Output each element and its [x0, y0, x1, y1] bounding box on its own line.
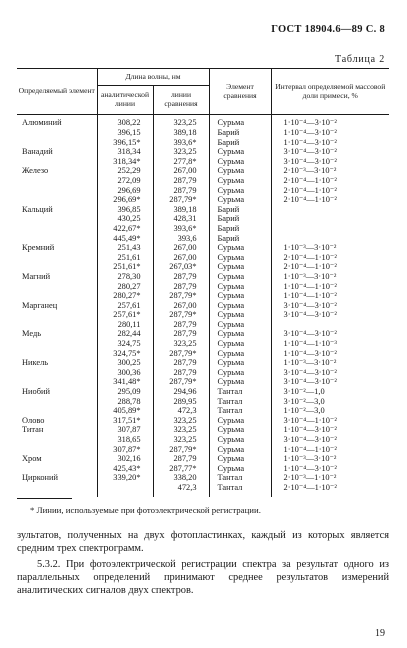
cell-interval: 1·10⁻⁴—3·10⁻² [271, 464, 389, 474]
cell-interval: 1·10⁻³—3·10⁻² [271, 454, 389, 464]
table-row [17, 301, 389, 311]
cell-interval: 2·10⁻⁴—1·10⁻² [271, 176, 389, 186]
cell-reference-element: Сурьма [209, 147, 271, 157]
table-body [17, 115, 389, 497]
table-row [17, 310, 389, 320]
table-row [17, 329, 389, 339]
table-row [17, 176, 389, 186]
cell-interval [271, 205, 389, 215]
header-wavelength: Длина волны, нм [97, 69, 209, 86]
cell-analytical-line [97, 483, 153, 497]
table-row [17, 272, 389, 282]
cell-interval: 3·10⁻⁴—3·10⁻² [271, 377, 389, 387]
cell-reference-element: Сурьма [209, 186, 271, 196]
cell-element: Медь [22, 329, 42, 339]
cell-element: Никель [22, 358, 49, 368]
cell-interval: 3·10⁻⁴—3·10⁻² [271, 435, 389, 445]
cell-analytical-line: 282,44 [97, 329, 153, 339]
cell-interval: 3·10⁻⁴—3·10⁻² [271, 157, 389, 167]
table-row [17, 243, 389, 253]
table-row [17, 483, 389, 497]
cell-analytical-line: 341,48* [97, 377, 153, 387]
header-comparison-line: линии сравнения [153, 86, 209, 115]
table-row [17, 397, 389, 407]
cell-interval: 2·10⁻⁴—1·10⁻² [271, 195, 389, 205]
table-row [17, 445, 389, 455]
cell-reference-element: Сурьма [209, 377, 271, 387]
cell-comparison-line: 287,79 [153, 176, 209, 186]
cell-reference-element: Сурьма [209, 115, 271, 129]
cell-element [17, 214, 97, 224]
cell-interval [271, 214, 389, 224]
table-row [17, 157, 389, 167]
table-row [17, 138, 389, 148]
table-row [17, 214, 389, 224]
cell-analytical-line: 288,78 [97, 397, 153, 407]
cell-analytical-line: 251,61* [97, 262, 153, 272]
table-row [17, 320, 389, 330]
table-row [17, 147, 389, 157]
cell-reference-element: Тантал [209, 483, 271, 497]
cell-comparison-line: 389,18 [153, 205, 209, 215]
cell-interval: 1·10⁻⁴—3·10⁻² [271, 349, 389, 359]
cell-analytical-line: 425,43* [97, 464, 153, 474]
cell-element [17, 186, 97, 196]
cell-element [17, 291, 97, 301]
cell-comparison-line: 287,77* [153, 464, 209, 474]
cell-analytical-line: 280,27* [97, 291, 153, 301]
cell-analytical-line: 300,25 [97, 358, 153, 368]
cell-interval: 2·10⁻⁴—1·10⁻² [271, 262, 389, 272]
cell-reference-element: Тантал [209, 473, 271, 483]
cell-element [17, 157, 97, 167]
cell-interval: 2·10⁻⁴—1·10⁻² [271, 186, 389, 196]
cell-comparison-line: 277,8* [153, 157, 209, 167]
cell-comparison-line: 472,3 [153, 483, 209, 497]
cell-analytical-line: 445,49* [97, 234, 153, 244]
cell-reference-element: Сурьма [209, 176, 271, 186]
cell-reference-element: Сурьма [209, 157, 271, 167]
cell-analytical-line: 339,20* [97, 473, 153, 483]
cell-interval: 3·10⁻⁴—3·10⁻² [271, 329, 389, 339]
cell-interval: 3·10⁻⁴—1·10⁻² [271, 416, 389, 426]
cell-element [17, 406, 97, 416]
cell-reference-element: Сурьма [209, 464, 271, 474]
cell-analytical-line: 296,69* [97, 195, 153, 205]
cell-element [17, 128, 97, 138]
cell-comparison-line: 287,79* [153, 377, 209, 387]
cell-reference-element: Сурьма [209, 291, 271, 301]
table-row [17, 416, 389, 426]
cell-comparison-line: 338,20 [153, 473, 209, 483]
cell-element [17, 349, 97, 359]
cell-interval: 2·10⁻³—1·10⁻² [271, 473, 389, 483]
cell-analytical-line: 396,15 [97, 128, 153, 138]
table-row [17, 339, 389, 349]
cell-analytical-line: 300,36 [97, 368, 153, 378]
cell-analytical-line: 251,43 [97, 243, 153, 253]
cell-comparison-line: 267,03* [153, 262, 209, 272]
table-row [17, 195, 389, 205]
cell-reference-element: Сурьма [209, 253, 271, 263]
header-analytical-line: аналитической линии [97, 86, 153, 115]
cell-element [17, 445, 97, 455]
cell-analytical-line: 430,25 [97, 214, 153, 224]
cell-reference-element: Сурьма [209, 310, 271, 320]
cell-analytical-line: 324,75 [97, 339, 153, 349]
cell-analytical-line: 318,34* [97, 157, 153, 167]
table-row [17, 473, 389, 483]
cell-interval: 3·10⁻⁴—3·10⁻² [271, 368, 389, 378]
cell-comparison-line: 287,79 [153, 272, 209, 282]
cell-analytical-line: 318,34 [97, 147, 153, 157]
cell-comparison-line: 287,79 [153, 329, 209, 339]
cell-element: Титан [22, 425, 44, 435]
cell-analytical-line: 308,22 [97, 115, 153, 129]
cell-interval: 1·10⁻⁴—3·10⁻² [271, 425, 389, 435]
cell-analytical-line: 252,29 [97, 166, 153, 176]
cell-comparison-line: 287,79* [153, 310, 209, 320]
table-row [17, 387, 389, 397]
cell-comparison-line: 287,79* [153, 349, 209, 359]
cell-analytical-line: 396,15* [97, 138, 153, 148]
cell-reference-element: Сурьма [209, 320, 271, 330]
cell-analytical-line: 295,09 [97, 387, 153, 397]
cell-analytical-line: 317,51* [97, 416, 153, 426]
cell-interval: 3·10⁻⁴—3·10⁻² [271, 147, 389, 157]
table-row [17, 358, 389, 368]
table-row [17, 282, 389, 292]
paragraph-5-3-2-text: 5.3.2. При фотоэлектрической регистрации спектра за результат одного из параллельных определений принимают среднее результатов измерений аналитических сигналов двух спектров. [17, 559, 389, 597]
cell-interval: 1·10⁻⁴—1·10⁻² [271, 291, 389, 301]
cell-element: Марганец [22, 300, 58, 310]
table-row [17, 186, 389, 196]
cell-interval: 1·10⁻⁴—1·10⁻³ [271, 339, 389, 349]
cell-element [17, 253, 97, 263]
cell-comparison-line: 287,79 [153, 454, 209, 464]
cell-interval: 1·10⁻⁴—1·10⁻² [271, 282, 389, 292]
cell-element [17, 224, 97, 234]
table-row [17, 234, 389, 244]
cell-reference-element: Сурьма [209, 368, 271, 378]
cell-comparison-line: 287,79 [153, 320, 209, 330]
cell-reference-element: Тантал [209, 397, 271, 407]
table-row [17, 115, 389, 129]
cell-comparison-line: 472,3 [153, 406, 209, 416]
cell-reference-element: Барий [209, 128, 271, 138]
cell-comparison-line: 323,25 [153, 435, 209, 445]
table-row [17, 425, 389, 435]
cell-element: Цирконий [22, 473, 58, 483]
cell-analytical-line: 272,09 [97, 176, 153, 186]
cell-element: Ниобий [22, 387, 50, 397]
cell-element: Магний [22, 271, 51, 281]
cell-reference-element: Сурьма [209, 425, 271, 435]
cell-interval: 2·10⁻⁴—1·10⁻² [271, 253, 389, 263]
cell-reference-element: Сурьма [209, 358, 271, 368]
table-row [17, 377, 389, 387]
cell-reference-element: Барий [209, 138, 271, 148]
cell-comparison-line: 428,31 [153, 214, 209, 224]
cell-element: Кремний [22, 243, 55, 253]
cell-reference-element: Барий [209, 205, 271, 215]
cell-analytical-line: 396,85 [97, 205, 153, 215]
cell-reference-element: Сурьма [209, 329, 271, 339]
cell-comparison-line: 389,18 [153, 128, 209, 138]
cell-analytical-line: 257,61 [97, 301, 153, 311]
cell-interval: 1·10⁻⁴—1·10⁻² [271, 445, 389, 455]
cell-reference-element: Сурьма [209, 416, 271, 426]
paragraph-continuation: зультатов, полученных на двух фотопластинках, каждый из которых является средним трех спектрограмм. [17, 530, 389, 555]
cell-reference-element: Сурьма [209, 243, 271, 253]
cell-element: Ванадий [22, 147, 53, 157]
page-number: 19 [375, 628, 385, 639]
header-interval: Интервал определяемой массовой доли примеси, % [271, 69, 389, 115]
table-row [17, 435, 389, 445]
cell-element: Олово [22, 415, 45, 425]
cell-reference-element: Барий [209, 234, 271, 244]
cell-reference-element: Сурьма [209, 349, 271, 359]
cell-analytical-line: 296,69 [97, 186, 153, 196]
spectral-lines-table [17, 68, 389, 497]
cell-interval: 2·10⁻⁴—1·10⁻² [271, 483, 389, 497]
cell-reference-element: Тантал [209, 406, 271, 416]
cell-interval: 1·10⁻⁴—3·10⁻² [271, 128, 389, 138]
table-row [17, 166, 389, 176]
table-row [17, 368, 389, 378]
cell-interval: 1·10⁻⁴—3·10⁻² [271, 138, 389, 148]
cell-interval: 1·10⁻²—3,0 [271, 406, 389, 416]
cell-comparison-line: 289,95 [153, 397, 209, 407]
cell-element: Железо [22, 166, 49, 176]
cell-comparison-line: 323,25 [153, 425, 209, 435]
header-element: Определяемый элемент [17, 69, 97, 115]
table-row [17, 454, 389, 464]
cell-interval [271, 320, 389, 330]
cell-comparison-line: 294,96 [153, 387, 209, 397]
table-row [17, 349, 389, 359]
cell-element [17, 310, 97, 320]
cell-comparison-line: 287,79 [153, 358, 209, 368]
table-caption: Таблица 2 [335, 54, 385, 65]
cell-reference-element: Сурьма [209, 272, 271, 282]
cell-reference-element: Сурьма [209, 454, 271, 464]
cell-interval: 1·10⁻⁴—3·10⁻² [271, 115, 389, 129]
cell-interval: 3·10⁻⁴—3·10⁻² [271, 310, 389, 320]
cell-comparison-line: 287,79 [153, 186, 209, 196]
table-row [17, 406, 389, 416]
table-row [17, 464, 389, 474]
cell-element [17, 138, 97, 148]
cell-reference-element: Сурьма [209, 301, 271, 311]
table-row [17, 128, 389, 138]
cell-reference-element: Сурьма [209, 282, 271, 292]
cell-element [17, 176, 97, 186]
table-row [17, 224, 389, 234]
footnote: * Линии, используемые при фотоэлектрической регистрации. [30, 505, 261, 515]
cell-element [17, 195, 97, 205]
cell-reference-element: Сурьма [209, 339, 271, 349]
cell-comparison-line: 323,25 [153, 416, 209, 426]
cell-reference-element: Сурьма [209, 435, 271, 445]
cell-comparison-line: 287,79 [153, 368, 209, 378]
cell-interval: 1·10⁻³—3·10⁻² [271, 243, 389, 253]
cell-interval [271, 234, 389, 244]
cell-interval [271, 224, 389, 234]
cell-reference-element: Барий [209, 214, 271, 224]
table-row [17, 262, 389, 272]
footnote-rule [17, 498, 72, 499]
table-row [17, 205, 389, 215]
cell-element: Кальций [22, 204, 53, 214]
cell-analytical-line: 280,27 [97, 282, 153, 292]
cell-interval: 1·10⁻³—3·10⁻² [271, 358, 389, 368]
cell-interval: 2·10⁻³—3·10⁻² [271, 166, 389, 176]
cell-analytical-line: 307,87* [97, 445, 153, 455]
cell-reference-element: Барий [209, 224, 271, 234]
page-header: ГОСТ 18904.6—89 С. 8 [271, 24, 385, 35]
table-row [17, 253, 389, 263]
cell-element: Хром [22, 454, 42, 464]
cell-element [17, 262, 97, 272]
cell-element [17, 282, 97, 292]
cell-comparison-line: 267,00 [153, 301, 209, 311]
cell-comparison-line: 323,25 [153, 115, 209, 129]
cell-comparison-line: 267,00 [153, 166, 209, 176]
cell-interval: 3·10⁻⁴—3·10⁻² [271, 301, 389, 311]
cell-element [17, 320, 97, 330]
cell-reference-element: Сурьма [209, 262, 271, 272]
cell-analytical-line: 278,30 [97, 272, 153, 282]
cell-element [17, 464, 97, 474]
cell-analytical-line: 422,67* [97, 224, 153, 234]
cell-analytical-line: 307,87 [97, 425, 153, 435]
cell-reference-element: Сурьма [209, 166, 271, 176]
cell-element [17, 397, 97, 407]
cell-element [17, 483, 97, 497]
cell-interval: 3·10⁻²—3,0 [271, 397, 389, 407]
cell-analytical-line: 405,89* [97, 406, 153, 416]
cell-interval: 3·10⁻²—1,0 [271, 387, 389, 397]
cell-reference-element: Сурьма [209, 195, 271, 205]
cell-analytical-line: 257,61* [97, 310, 153, 320]
cell-element [17, 377, 97, 387]
cell-comparison-line: 393,6 [153, 234, 209, 244]
cell-analytical-line: 324,75* [97, 349, 153, 359]
cell-analytical-line: 251,61 [97, 253, 153, 263]
header-reference-element: Элемент сравнения [209, 69, 271, 115]
cell-element [17, 234, 97, 244]
cell-comparison-line: 323,25 [153, 147, 209, 157]
cell-comparison-line: 393,6* [153, 138, 209, 148]
cell-element [17, 435, 97, 445]
cell-reference-element: Сурьма [209, 445, 271, 455]
cell-analytical-line: 302,16 [97, 454, 153, 464]
cell-comparison-line: 287,79* [153, 195, 209, 205]
paragraph-5-3-2 [17, 558, 389, 598]
cell-element [17, 368, 97, 378]
cell-comparison-line: 287,79* [153, 445, 209, 455]
cell-comparison-line: 287,79* [153, 291, 209, 301]
table-row [17, 291, 389, 301]
cell-reference-element: Тантал [209, 387, 271, 397]
cell-interval: 1·10⁻³—3·10⁻² [271, 272, 389, 282]
cell-analytical-line: 318,65 [97, 435, 153, 445]
cell-comparison-line: 267,00 [153, 243, 209, 253]
cell-comparison-line: 287,79 [153, 282, 209, 292]
cell-analytical-line: 280,11 [97, 320, 153, 330]
cell-comparison-line: 393,6* [153, 224, 209, 234]
cell-comparison-line: 267,00 [153, 253, 209, 263]
cell-element: Алюминий [22, 118, 62, 128]
cell-comparison-line: 323,25 [153, 339, 209, 349]
cell-element [17, 339, 97, 349]
